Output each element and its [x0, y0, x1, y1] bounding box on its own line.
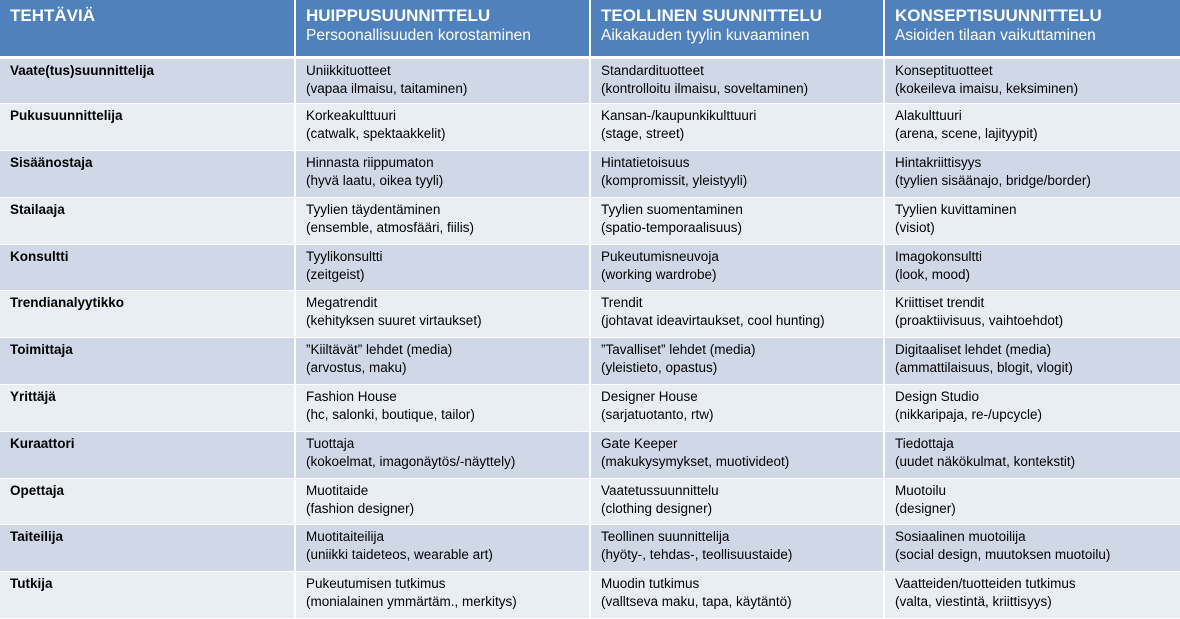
concept-cell — [884, 525, 1180, 572]
haute-cell — [295, 244, 590, 291]
cell-detail: (kompromissit, yleistyyli) — [601, 173, 748, 189]
cell-main: Konseptituotteet — [895, 62, 993, 78]
industrial-cell — [590, 197, 884, 244]
haute-cell — [295, 431, 590, 478]
header-tasks-title: TEHTÄVIÄ — [10, 6, 95, 25]
cell-main: Megatrendit — [306, 295, 378, 311]
table-row — [0, 57, 1180, 104]
cell-main: Pukeutumisen tutkimus — [306, 576, 446, 592]
cell-main: Muotitaide — [306, 482, 369, 498]
cell-main: Standardituotteet — [601, 62, 704, 78]
cell-detail: (proaktiivisuus, vaihtoehdot) — [895, 313, 1064, 329]
cell-main: Tiedottaja — [895, 435, 954, 451]
cell-main: ”Tavalliset” lehdet (media) — [601, 342, 756, 358]
haute-cell — [295, 197, 590, 244]
industrial-cell — [590, 478, 884, 525]
industrial-cell — [590, 431, 884, 478]
concept-cell — [884, 151, 1180, 198]
cell-main: Vaatetussuunnittelu — [601, 482, 719, 498]
role-cell: Tutkija — [0, 572, 295, 619]
role-cell: Vaate(tus)suunnittelija — [0, 57, 295, 104]
cell-detail: (fashion designer) — [306, 500, 415, 516]
haute-cell — [295, 385, 590, 432]
header-industrial-design-title: TEOLLINEN SUUNNITTELU — [601, 6, 822, 25]
industrial-cell — [590, 385, 884, 432]
cell-main: Muodin tutkimus — [601, 576, 700, 592]
header-industrial-design-subtitle: Aikakauden tyylin kuvaaminen — [601, 27, 810, 44]
role-cell: Stailaaja — [0, 197, 295, 244]
industrial-cell — [590, 525, 884, 572]
role-cell: Opettaja — [0, 478, 295, 525]
cell-detail: (vapaa ilmaisu, taitaminen) — [306, 80, 468, 96]
industrial-cell — [590, 572, 884, 619]
cell-detail: (visiot) — [895, 219, 935, 235]
role-cell: Taiteilija — [0, 525, 295, 572]
haute-cell — [295, 338, 590, 385]
concept-cell — [884, 338, 1180, 385]
concept-cell — [884, 431, 1180, 478]
cell-main: Tyylien suomentaminen — [601, 201, 743, 217]
concept-cell — [884, 57, 1180, 104]
cell-detail: (uniikki taideteos, wearable art) — [306, 547, 493, 563]
cell-main: Design Studio — [895, 389, 980, 405]
role-cell: Konsultti — [0, 244, 295, 291]
cell-detail: (makukysymykset, muotivideot) — [601, 453, 790, 469]
header-concept-design-subtitle: Asioiden tilaan vaikuttaminen — [895, 27, 1096, 44]
concept-cell — [884, 197, 1180, 244]
concept-cell — [884, 478, 1180, 525]
cell-detail: (monialainen ymmärtäm., merkitys) — [306, 594, 517, 610]
role-cell: Sisäänostaja — [0, 151, 295, 198]
cell-detail: (nikkaripaja, re-/upcycle) — [895, 407, 1043, 423]
cell-detail: (yleistieto, opastus) — [601, 360, 718, 376]
haute-cell — [295, 151, 590, 198]
header-concept-design — [884, 0, 1180, 57]
concept-cell — [884, 104, 1180, 151]
role-cell: Pukusuunnittelija — [0, 104, 295, 151]
cell-main: Hintatietoisuus — [601, 155, 690, 171]
industrial-cell — [590, 104, 884, 151]
cell-detail: (catwalk, spektaakkelit) — [306, 126, 446, 142]
cell-detail: (arena, scene, lajityypit) — [895, 126, 1038, 142]
table-row — [0, 385, 1180, 432]
cell-detail: (spatio-temporaalisuus) — [601, 219, 743, 235]
role-cell: Trendianalyytikko — [0, 291, 295, 338]
header-haute-design-subtitle: Persoonallisuuden korostaminen — [306, 27, 531, 44]
cell-main: Korkeakulttuuri — [306, 108, 397, 124]
industrial-cell — [590, 57, 884, 104]
role-cell: Kuraattori — [0, 431, 295, 478]
cell-detail: (social design, muutoksen muotoilu) — [895, 547, 1111, 563]
header-row — [0, 0, 1180, 57]
table-row — [0, 151, 1180, 198]
cell-main: Designer House — [601, 389, 698, 405]
cell-main: Tuottaja — [306, 435, 355, 451]
cell-main: Digitaaliset lehdet (media) — [895, 342, 1052, 358]
table-body — [0, 57, 1180, 619]
haute-cell — [295, 104, 590, 151]
cell-main: Muotitaiteilija — [306, 529, 385, 545]
role-cell: Yrittäjä — [0, 385, 295, 432]
cell-main: Gate Keeper — [601, 435, 678, 451]
cell-main: Imagokonsultti — [895, 248, 983, 264]
table-row — [0, 525, 1180, 572]
cell-detail: (working wardrobe) — [601, 266, 717, 282]
haute-cell — [295, 57, 590, 104]
cell-main: Hinnasta riippumaton — [306, 155, 434, 171]
cell-detail: (kokoelmat, imagonäytös/-näyttely) — [306, 453, 516, 469]
cell-detail: (arvostus, maku) — [306, 360, 407, 376]
haute-cell — [295, 291, 590, 338]
cell-main: Tyylikonsultti — [306, 248, 383, 264]
cell-detail: (johtavat ideavirtaukset, cool hunting) — [601, 313, 825, 329]
cell-detail: (kontrolloitu ilmaisu, soveltaminen) — [601, 80, 809, 96]
table-row — [0, 244, 1180, 291]
cell-detail: (kehityksen suuret virtaukset) — [306, 313, 482, 329]
concept-cell — [884, 291, 1180, 338]
cell-detail: (sarjatuotanto, rtw) — [601, 407, 714, 423]
industrial-cell — [590, 151, 884, 198]
cell-detail: (kokeileva imaisu, keksiminen) — [895, 80, 1079, 96]
cell-main: Fashion House — [306, 389, 397, 405]
cell-main: Pukeutumisneuvoja — [601, 248, 719, 264]
cell-main: Trendit — [601, 295, 643, 311]
table-row — [0, 478, 1180, 525]
table-row — [0, 291, 1180, 338]
cell-detail: (ensemble, atmosfääri, fiilis) — [306, 219, 475, 235]
cell-main: Sosiaalinen muotoilija — [895, 529, 1026, 545]
cell-main: Kansan-/kaupunkikulttuuri — [601, 108, 757, 124]
cell-detail: (uudet näkökulmat, kontekstit) — [895, 453, 1076, 469]
cell-main: Vaatteiden/tuotteiden tutkimus — [895, 576, 1076, 592]
cell-main: Muotoilu — [895, 482, 947, 498]
cell-main: ”Kiiltävät” lehdet (media) — [306, 342, 453, 358]
cell-detail: (look, mood) — [895, 266, 971, 282]
table-row — [0, 197, 1180, 244]
concept-cell — [884, 572, 1180, 619]
haute-cell — [295, 478, 590, 525]
header-haute-design — [295, 0, 590, 57]
cell-main: Hintakriittisyys — [895, 155, 982, 171]
cell-detail: (zeitgeist) — [306, 266, 365, 282]
cell-detail: (valta, viestintä, kriittisyys) — [895, 594, 1052, 610]
cell-main: Uniikkituotteet — [306, 62, 391, 78]
cell-detail: (hyöty-, tehdas-, teollisuustaide) — [601, 547, 793, 563]
industrial-cell — [590, 338, 884, 385]
cell-detail: (stage, street) — [601, 126, 685, 142]
table-row — [0, 431, 1180, 478]
table-row — [0, 572, 1180, 619]
cell-detail: (clothing designer) — [601, 500, 713, 516]
concept-cell — [884, 385, 1180, 432]
header-haute-design-title: HUIPPUSUUNNITTELU — [306, 6, 491, 25]
table-row — [0, 338, 1180, 385]
cell-main: Tyylien täydentäminen — [306, 201, 441, 217]
cell-detail: (valltseva maku, tapa, käytäntö) — [601, 594, 792, 610]
header-industrial-design — [590, 0, 884, 57]
cell-detail: (tyylien sisäänajo, bridge/border) — [895, 173, 1091, 189]
role-cell: Toimittaja — [0, 338, 295, 385]
cell-detail: (hyvä laatu, oikea tyyli) — [306, 173, 444, 189]
cell-detail: (ammattilaisuus, blogit, vlogit) — [895, 360, 1073, 376]
header-concept-design-title: KONSEPTISUUNNITTELU — [895, 6, 1102, 25]
table-row — [0, 104, 1180, 151]
cell-main: Alakulttuuri — [895, 108, 962, 124]
table-header — [0, 0, 1180, 57]
cell-detail: (designer) — [895, 500, 956, 516]
cell-detail: (hc, salonki, boutique, tailor) — [306, 407, 475, 423]
cell-main: Teollinen suunnittelija — [601, 529, 730, 545]
haute-cell — [295, 525, 590, 572]
industrial-cell — [590, 244, 884, 291]
industrial-cell — [590, 291, 884, 338]
cell-main: Kriittiset trendit — [895, 295, 985, 311]
haute-cell — [295, 572, 590, 619]
concept-cell — [884, 244, 1180, 291]
cell-main: Tyylien kuvittaminen — [895, 201, 1017, 217]
header-tasks — [0, 0, 295, 57]
